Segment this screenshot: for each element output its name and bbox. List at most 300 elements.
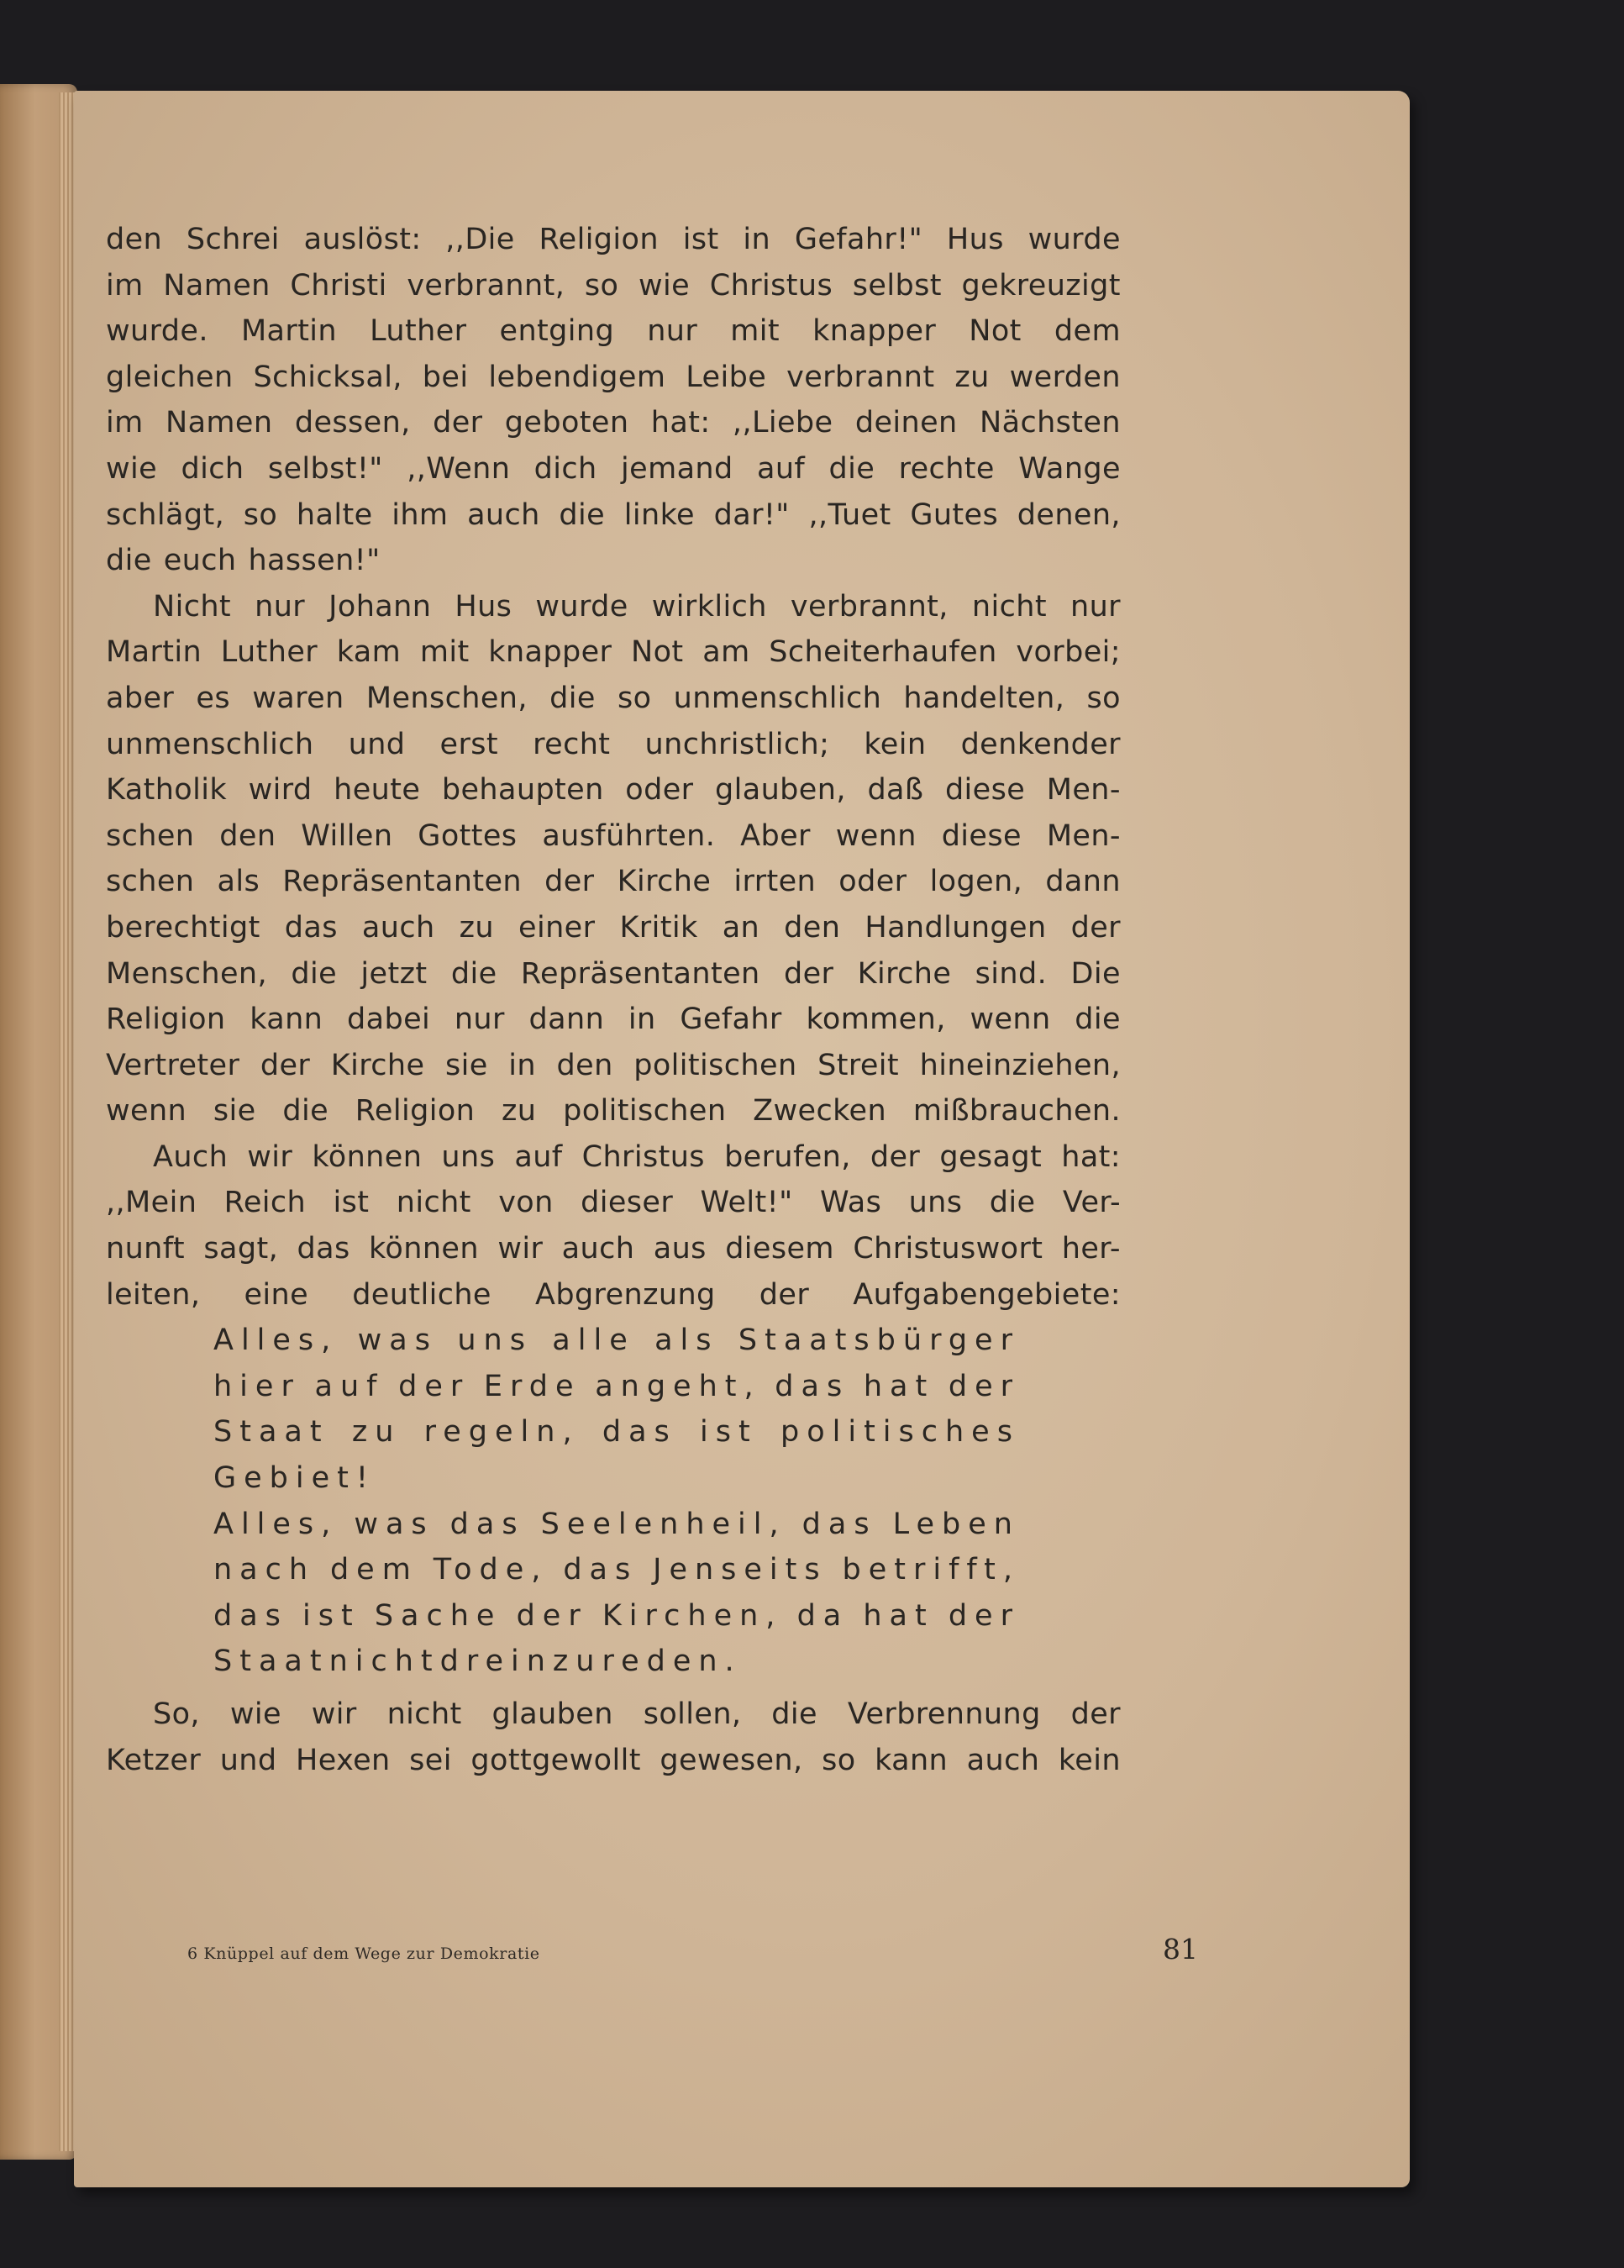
word: berufen,: [724, 1139, 851, 1174]
word: politischen: [633, 1048, 797, 1082]
word: sollen,: [643, 1697, 742, 1731]
word: mißbrauchen.: [912, 1094, 1121, 1129]
word: nur: [255, 589, 306, 624]
word: wird: [248, 773, 313, 808]
word: wie: [229, 1697, 281, 1731]
text-line: [106, 1088, 1121, 1134]
text-line: [106, 676, 1121, 722]
word: selbst: [852, 268, 942, 303]
word: Menschen,: [365, 681, 528, 715]
word: Welt!": [700, 1186, 793, 1220]
word: Seelenheil,: [540, 1507, 786, 1541]
word: hat:: [650, 406, 711, 440]
word: uns: [457, 1323, 533, 1358]
word: der: [948, 1369, 1020, 1403]
word: verbrannt,: [407, 268, 565, 303]
word: im: [106, 268, 144, 303]
word: kann: [875, 1743, 949, 1777]
word: die: [549, 681, 596, 715]
word: wir: [311, 1697, 357, 1731]
text-line: [106, 355, 1121, 401]
word: Leben: [892, 1507, 1020, 1541]
word: nach: [213, 1553, 316, 1587]
word: leiten,: [106, 1277, 201, 1312]
word: recht: [533, 727, 611, 761]
word: Streit: [817, 1048, 900, 1082]
word: das: [284, 910, 338, 945]
text-line: [106, 538, 1121, 584]
word: Aber: [740, 818, 811, 853]
word: was: [354, 1507, 434, 1541]
word: knapper: [812, 314, 937, 349]
word: Die: [1070, 956, 1121, 991]
word: den: [556, 1048, 613, 1082]
signature-mark: 6 Knüppel auf dem Wege zur Demokratie: [187, 1944, 540, 1963]
word: nicht: [386, 1697, 462, 1731]
text-line: [106, 859, 1121, 905]
word: unmenschlich: [106, 727, 314, 761]
word: oder: [838, 865, 907, 899]
text-line: [106, 492, 1121, 539]
word: wirklich: [651, 589, 767, 624]
word: die: [282, 1094, 329, 1129]
word: die: [828, 451, 875, 486]
text-line: [106, 767, 1121, 813]
word: das: [602, 1415, 677, 1450]
word: Ketzer: [106, 1743, 202, 1777]
word: der: [516, 1598, 588, 1633]
word: ,,Tuet: [808, 497, 891, 532]
word: aus: [653, 1232, 707, 1266]
word: Religion: [106, 1002, 226, 1037]
word: in: [628, 1002, 656, 1037]
word: an: [722, 910, 760, 945]
word: Kirche: [617, 865, 712, 899]
word: behaupten: [441, 773, 604, 808]
word: glauben: [491, 1697, 613, 1731]
word: angeht,: [595, 1369, 761, 1403]
word: schlägt,: [106, 497, 225, 532]
word: verbrannt,: [790, 589, 949, 624]
word: regeln,: [423, 1415, 580, 1450]
word: hier: [213, 1369, 301, 1403]
word: Schicksal,: [253, 360, 402, 394]
word: den: [784, 910, 841, 945]
text-line: [106, 905, 1121, 951]
word: mit: [730, 314, 780, 349]
word: kein: [1058, 1743, 1121, 1777]
text-line: [106, 722, 1121, 768]
word: das: [449, 1507, 525, 1541]
word: deutliche: [352, 1277, 491, 1312]
word: denen,: [1017, 497, 1121, 532]
word: rechte: [898, 451, 995, 486]
word: dieser: [581, 1186, 674, 1220]
paragraph-gap: [106, 1685, 1121, 1692]
text-line: [106, 1134, 1121, 1181]
word: die: [771, 1697, 817, 1731]
word: berechtigt: [106, 910, 260, 945]
word: alle: [552, 1323, 635, 1358]
word: ist: [700, 1415, 758, 1450]
word: Was: [819, 1186, 882, 1220]
word: ,,Wenn: [407, 451, 511, 486]
word: der: [1070, 1697, 1121, 1731]
word: so: [243, 497, 278, 532]
word: so: [617, 681, 652, 715]
text-line: [106, 1226, 1121, 1272]
word: diese: [944, 773, 1026, 808]
word: Wange: [1018, 451, 1121, 486]
word: hineinziehen,: [919, 1048, 1121, 1082]
text-line: [106, 400, 1121, 446]
word: kommen,: [806, 1002, 946, 1037]
text-line: [106, 308, 1121, 355]
word: gekreuzigt: [961, 268, 1121, 303]
word: der: [433, 406, 483, 440]
word: hassen!": [248, 544, 381, 578]
word: wurde.: [106, 314, 208, 349]
word: sie: [213, 1094, 256, 1129]
word: von: [498, 1186, 554, 1220]
word: Gefahr!": [794, 223, 923, 256]
word: erst: [439, 727, 499, 761]
word: und: [348, 727, 406, 761]
word: Men-: [1046, 773, 1121, 808]
word: nunft: [106, 1232, 185, 1266]
word: die: [559, 497, 606, 532]
word: der: [544, 865, 595, 899]
word: dem: [1054, 314, 1121, 349]
word: Gottes: [418, 818, 518, 853]
word: Not: [631, 635, 684, 670]
word: Religion: [355, 1094, 476, 1129]
word: dann: [528, 1002, 605, 1037]
word: das: [213, 1598, 288, 1633]
word: der: [783, 956, 834, 991]
word: als: [217, 865, 260, 899]
word: zu: [501, 1094, 537, 1129]
spaced-text-line: [106, 1547, 1121, 1593]
word: der: [870, 1139, 921, 1174]
word: geboten: [504, 406, 629, 440]
word: bei: [422, 360, 469, 394]
word: das: [563, 1553, 639, 1587]
word: Hexen: [296, 1743, 391, 1777]
word: Alles,: [213, 1507, 339, 1541]
word: waren: [252, 681, 344, 715]
word: Erde: [483, 1369, 581, 1403]
text-line: [106, 1272, 1121, 1318]
word: wenn: [970, 1002, 1051, 1037]
word: dabei: [346, 1002, 431, 1037]
text-line: [106, 1180, 1121, 1226]
word: ,,Liebe: [732, 406, 833, 440]
word: sie: [444, 1048, 488, 1082]
word: dessen,: [294, 406, 411, 440]
word: wie: [639, 268, 691, 303]
word: Gebiet!: [213, 1461, 376, 1496]
text-line: [106, 584, 1121, 630]
word: schen: [106, 865, 195, 899]
word: vorbei;: [1016, 635, 1121, 670]
word: dem: [329, 1553, 418, 1587]
text-line: [106, 951, 1121, 997]
word: daß: [867, 773, 924, 808]
word: Scheiterhaufen: [769, 635, 997, 670]
word: ausführten.: [542, 818, 716, 853]
word: halte: [296, 497, 373, 532]
word: wurde: [535, 589, 628, 624]
text-line: [106, 1043, 1121, 1089]
word: Kirchen,: [602, 1598, 783, 1633]
text-line: [106, 1692, 1121, 1738]
word: Hus: [455, 589, 512, 624]
word: Nächsten: [980, 406, 1121, 440]
word: es: [196, 681, 230, 715]
word: politisches: [780, 1415, 1020, 1450]
word: Aufgabengebiete:: [853, 1277, 1121, 1312]
word: so: [1086, 681, 1121, 715]
word: Luther: [220, 635, 318, 670]
word: Luther: [370, 314, 467, 349]
word: Willen: [301, 818, 393, 853]
word: eine: [244, 1277, 309, 1312]
word: Auch: [153, 1139, 229, 1174]
word: dreinzureden.: [439, 1644, 742, 1679]
word: können: [312, 1139, 423, 1174]
word: ist: [333, 1186, 370, 1220]
word: der: [1070, 910, 1121, 945]
word: Reich: [223, 1186, 307, 1220]
word: Ver-: [1062, 1186, 1121, 1220]
word: ihm: [392, 497, 449, 532]
word: auf: [314, 1369, 385, 1403]
word: auf: [514, 1139, 563, 1174]
spaced-text-line: [106, 1502, 1121, 1548]
word: Kirche: [330, 1048, 425, 1082]
spaced-text-line: [106, 1318, 1121, 1364]
word: lebendigem: [488, 360, 666, 394]
body-text: [106, 217, 1121, 1783]
word: nicht: [328, 1644, 440, 1679]
word: unmenschlich: [673, 681, 882, 715]
word: kann: [250, 1002, 323, 1037]
word: wenn: [106, 1094, 187, 1129]
word: Namen: [166, 406, 273, 440]
word: Sache: [374, 1598, 502, 1633]
spaced-text-line: [106, 1455, 1121, 1502]
word: auch: [467, 497, 540, 532]
word: Christus: [709, 268, 833, 303]
word: Religion: [539, 223, 659, 256]
word: die: [106, 544, 152, 578]
word: jetzt: [360, 956, 428, 991]
word: Men-: [1046, 818, 1121, 853]
word: kein: [864, 727, 927, 761]
word: Staat: [213, 1415, 329, 1450]
word: der: [759, 1277, 810, 1312]
word: handelten,: [903, 681, 1065, 715]
word: ,,Die: [445, 223, 515, 256]
word: gewesen,: [660, 1743, 803, 1777]
word: diese: [941, 818, 1022, 853]
word: ,,Mein: [106, 1186, 197, 1220]
text-line: [106, 997, 1121, 1043]
word: im: [106, 406, 144, 440]
word: Kritik: [619, 910, 698, 945]
word: Vertreter: [106, 1048, 240, 1082]
word: gottgewollt: [470, 1743, 641, 1777]
word: so: [584, 268, 619, 303]
word: der: [398, 1369, 470, 1403]
word: uns: [908, 1186, 963, 1220]
word: Alles,: [213, 1323, 339, 1358]
word: Staatsbürger: [738, 1323, 1020, 1358]
word: betrifft,: [842, 1553, 1020, 1587]
word: verbrannt: [786, 360, 935, 394]
word: glauben,: [715, 773, 846, 808]
word: die: [291, 956, 338, 991]
word: dich: [533, 451, 597, 486]
word: wenn: [835, 818, 917, 853]
word: Christuswort: [853, 1232, 1043, 1266]
spaced-text-line: [106, 1364, 1121, 1410]
word: die: [989, 1186, 1036, 1220]
word: so: [822, 1743, 856, 1777]
word: da: [796, 1598, 849, 1633]
word: dich: [181, 451, 244, 486]
word: sei: [409, 1743, 452, 1777]
word: ist: [682, 223, 719, 256]
word: hat:: [1061, 1139, 1121, 1174]
word: der: [948, 1598, 1020, 1633]
page-number: 81: [1163, 1933, 1198, 1965]
word: Repräsentanten: [282, 865, 522, 899]
word: politischen: [563, 1094, 727, 1129]
word: nicht: [971, 589, 1047, 624]
word: irrten: [733, 865, 817, 899]
word: Handlungen: [865, 910, 1047, 945]
spaced-text-line: [106, 1409, 1121, 1455]
word: Katholik: [106, 773, 228, 808]
word: die: [1075, 1002, 1121, 1037]
word: So,: [153, 1697, 200, 1731]
word: dar!": [713, 497, 790, 532]
word: Zwecken: [753, 1094, 887, 1129]
word: Kirche: [857, 956, 952, 991]
word: am: [702, 635, 750, 670]
word: unchristlich;: [644, 727, 830, 761]
word: werden: [1009, 360, 1121, 394]
word: in: [508, 1048, 536, 1082]
word: denkender: [960, 727, 1121, 761]
word: Schrei: [186, 223, 280, 256]
word: wir: [247, 1139, 293, 1174]
word: nur: [647, 314, 698, 349]
word: sagt,: [203, 1232, 279, 1266]
word: heute: [334, 773, 421, 808]
word: Staat: [213, 1644, 329, 1679]
word: was: [357, 1323, 438, 1358]
spaced-text-line: [106, 1639, 1121, 1685]
word: schen: [106, 818, 195, 853]
text-line: [106, 629, 1121, 676]
word: euch: [163, 544, 237, 578]
word: gesagt: [939, 1139, 1043, 1174]
word: zu: [954, 360, 990, 394]
word: hat: [863, 1369, 935, 1403]
word: Martin: [106, 635, 202, 670]
word: linke: [623, 497, 695, 532]
word: dann: [1045, 865, 1121, 899]
word: in: [743, 223, 771, 256]
word: Hus: [946, 223, 1004, 256]
word: ist: [302, 1598, 360, 1633]
word: oder: [625, 773, 694, 808]
word: auch: [361, 910, 435, 945]
word: auslöst:: [303, 223, 422, 256]
word: logen,: [929, 865, 1023, 899]
text-line: [106, 263, 1121, 309]
word: der: [260, 1048, 311, 1082]
word: wurde: [1027, 223, 1121, 256]
word: Christi: [290, 268, 387, 303]
word: einer: [518, 910, 596, 945]
word: jemand: [621, 451, 733, 486]
word: Leibe: [686, 360, 767, 394]
word: gleichen: [106, 360, 234, 394]
word: können: [369, 1232, 479, 1266]
word: wie: [106, 451, 158, 486]
text-line: [106, 217, 1121, 263]
word: nur: [454, 1002, 505, 1037]
word: Repräsentanten: [520, 956, 760, 991]
word: Martin: [240, 314, 338, 349]
word: auch: [966, 1743, 1040, 1777]
word: Abgrenzung: [534, 1277, 716, 1312]
text-line: [106, 813, 1121, 860]
word: den: [219, 818, 276, 853]
word: uns: [441, 1139, 496, 1174]
word: und: [219, 1743, 277, 1777]
word: knapper: [488, 635, 612, 670]
word: kam: [336, 635, 402, 670]
word: Namen: [163, 268, 271, 303]
word: wir: [497, 1232, 544, 1266]
word: entging: [499, 314, 615, 349]
word: das: [801, 1507, 877, 1541]
spaced-text-line: [106, 1593, 1121, 1639]
word: nicht: [396, 1186, 471, 1220]
word: sind.: [975, 956, 1048, 991]
word: das: [297, 1232, 350, 1266]
word: zu: [351, 1415, 402, 1450]
word: hat: [863, 1598, 934, 1633]
word: aber: [106, 681, 175, 715]
word: selbst!": [267, 451, 383, 486]
word: Nicht: [153, 589, 232, 624]
word: Not: [969, 314, 1022, 349]
word: auch: [561, 1232, 635, 1266]
word: das: [775, 1369, 850, 1403]
word: die: [450, 956, 497, 991]
word: Johann: [328, 589, 432, 624]
word: Jenseits: [653, 1553, 828, 1587]
word: deinen: [854, 406, 958, 440]
word: Menschen,: [106, 956, 268, 991]
text-line: [106, 446, 1121, 492]
